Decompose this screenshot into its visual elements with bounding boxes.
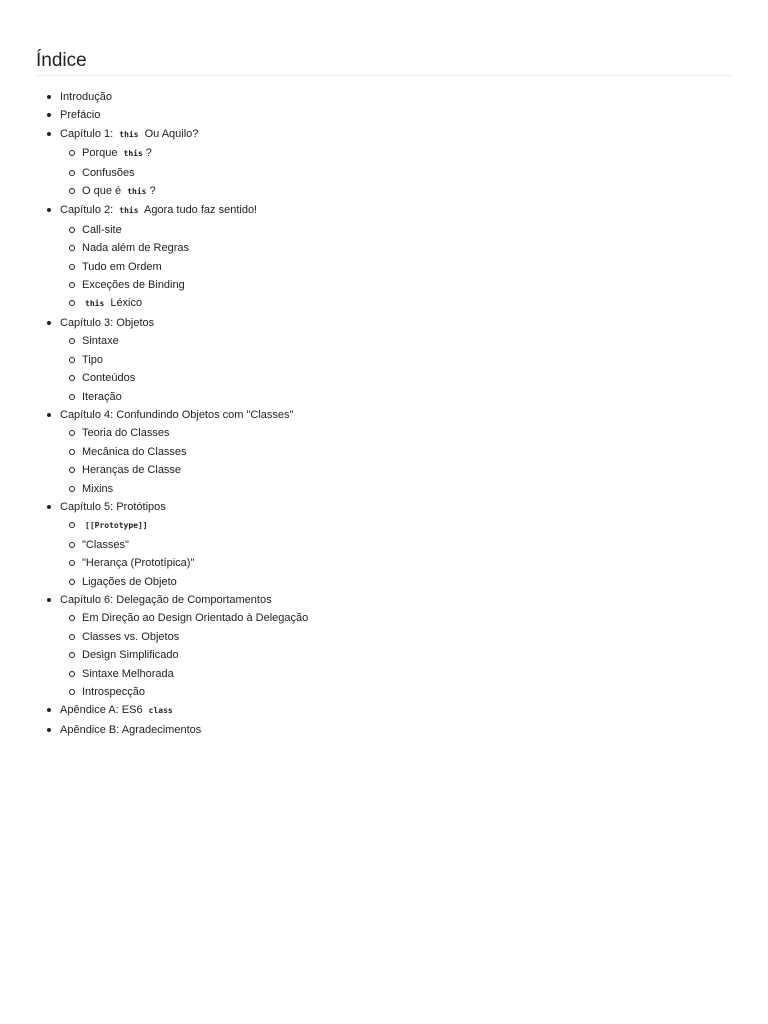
toc-subitem[interactable]: Em Direção ao Design Orientado à Delegação — [82, 609, 732, 627]
toc-link[interactable]: Apêndice A: ES6 class — [60, 704, 173, 717]
toc-link[interactable]: Capítulo 6: Delegação de Comportamentos — [60, 593, 272, 606]
toc-sublist — [60, 516, 732, 591]
toc-item-apendice-a[interactable] — [60, 701, 732, 720]
toc-subitem[interactable]: Design Simplificado — [82, 646, 732, 664]
toc-item-prefacio[interactable] — [60, 106, 732, 124]
toc-subitem[interactable]: Call-site — [82, 221, 732, 239]
toc-item-capitulo-6[interactable] — [60, 591, 732, 701]
table-of-contents — [36, 88, 732, 739]
toc-subitem[interactable]: "Herança (Prototípica)" — [82, 554, 732, 572]
toc-sublist — [60, 332, 732, 406]
toc-sublist — [60, 221, 732, 314]
toc-subitem[interactable]: this Léxico — [82, 294, 732, 313]
toc-item-capitulo-1[interactable] — [60, 125, 732, 202]
toc-subitem[interactable]: Sintaxe Melhorada — [82, 665, 732, 683]
toc-subitem[interactable]: Sintaxe — [82, 332, 732, 350]
toc-subitem[interactable]: Teoria do Classes — [82, 424, 732, 442]
toc-item-capitulo-4[interactable] — [60, 406, 732, 498]
toc-subitem[interactable]: Heranças de Classe — [82, 461, 732, 479]
toc-subitem[interactable]: O que é this ? — [82, 182, 732, 201]
toc-subitem[interactable]: "Classes" — [82, 536, 732, 554]
toc-sublist — [60, 424, 732, 498]
toc-item-capitulo-5[interactable] — [60, 498, 732, 591]
toc-link[interactable]: Capítulo 3: Objetos — [60, 316, 155, 329]
toc-item-apendice-b[interactable] — [60, 721, 732, 739]
toc-subitem[interactable]: Introspecção — [82, 683, 732, 701]
toc-link[interactable]: Capítulo 5: Protótipos — [60, 500, 166, 513]
page-title: Índice — [36, 48, 732, 76]
toc-link[interactable]: Prefácio — [60, 109, 101, 122]
toc-subitem[interactable]: Classes vs. Objetos — [82, 628, 732, 646]
toc-subitem[interactable]: [[Prototype]] — [82, 516, 732, 535]
toc-item-capitulo-2[interactable] — [60, 201, 732, 313]
toc-link[interactable]: Introdução — [60, 91, 112, 103]
document-page — [36, 48, 732, 739]
toc-subitem[interactable]: Iteração — [82, 388, 732, 406]
toc-item-introducao[interactable] — [60, 88, 732, 106]
toc-subitem[interactable]: Tipo — [82, 351, 732, 369]
toc-subitem[interactable]: Nada além de Regras — [82, 239, 732, 257]
toc-sublist — [60, 144, 732, 201]
toc-item-capitulo-3[interactable] — [60, 314, 732, 406]
toc-link[interactable]: Apêndice B: Agradecimentos — [60, 723, 202, 736]
toc-subitem[interactable]: Porque this ? — [82, 144, 732, 163]
toc-link[interactable]: Capítulo 2: this Agora tudo faz sentido! — [60, 204, 258, 217]
toc-subitem[interactable]: Exceções de Binding — [82, 276, 732, 294]
toc-subitem[interactable]: Tudo em Ordem — [82, 258, 732, 276]
toc-sublist — [60, 609, 732, 701]
toc-subitem[interactable]: Mixins — [82, 480, 732, 498]
toc-link[interactable]: Capítulo 4: Confundindo Objetos com "Classes" — [60, 408, 294, 421]
toc-subitem[interactable]: Ligações de Objeto — [82, 573, 732, 591]
toc-link[interactable]: Capítulo 1: this Ou Aquilo? — [60, 127, 199, 140]
toc-subitem[interactable]: Conteúdos — [82, 369, 732, 387]
toc-subitem[interactable]: Confusões — [82, 164, 732, 182]
toc-subitem[interactable]: Mecânica do Classes — [82, 443, 732, 461]
